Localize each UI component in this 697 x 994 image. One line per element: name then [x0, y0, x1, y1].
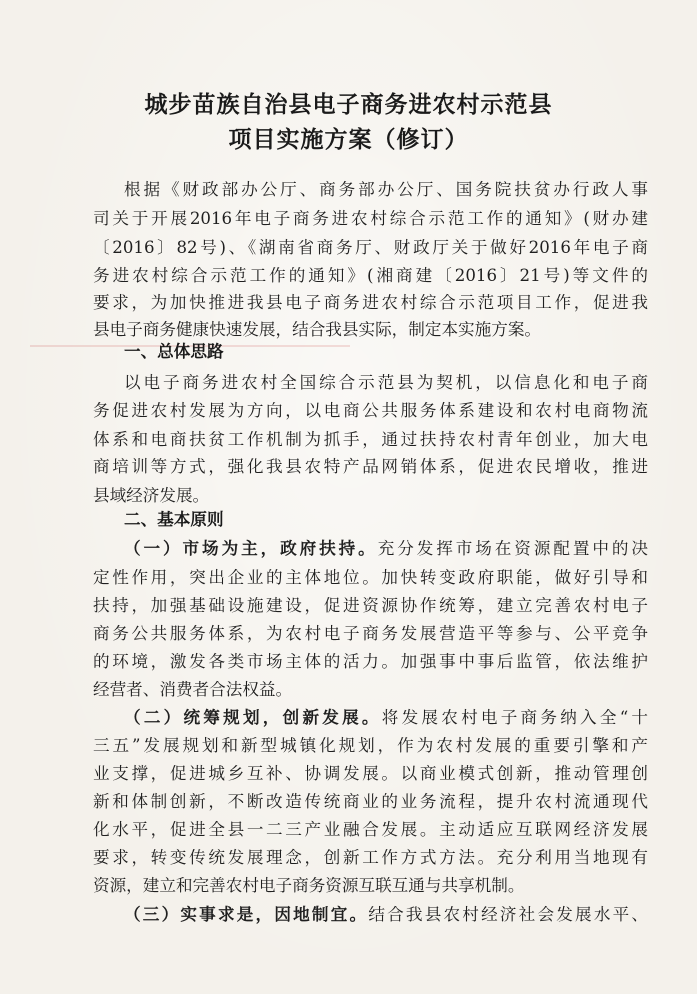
document-title-line-1: 城步苗族自治县电子商务进农村示范县: [144, 92, 553, 118]
principle3-first-line: [124, 903, 648, 927]
intro-line-2: 司关于开展2016年电子商务进农村综合示范工作的通知》(财办建: [93, 209, 648, 228]
principle2-line-5: 化水平，促进全县一二三产业融合发展。主动适应互联网经济发展: [93, 820, 648, 839]
intro-line-5: 要求，为加快推进我县电子商务进农村综合示范项目工作，促进我: [93, 293, 648, 312]
principle1-line-5: 的环境，激发各类市场主体的活力。加强事中事后监管，依法维护: [93, 652, 648, 671]
principle1-first-text: 充分发挥市场在资源配置中的决: [377, 539, 648, 558]
section1-line-2: 务促进农村发展为方向，以电商公共服务体系建设和农村电商物流: [93, 401, 648, 420]
principle1-line-2: 定性作用，突出企业的主体地位。加快转变政府职能，做好引导和: [93, 568, 648, 587]
principle2-first-text: 将发展农村电子商务纳入全“十: [381, 708, 649, 727]
principle2-line-2: 三五”发展规划和新型城镇化规划，作为农村发展的重要引擎和产: [93, 736, 648, 755]
section1-line-3: 体系和电商扶贫工作机制为抓手，通过扶持农村青年创业，加大电: [93, 430, 648, 449]
principle1-title: （一）市场为主，政府扶持。: [124, 539, 378, 558]
principle2-line-6: 要求，转变传统发展理念，创新工作方式方法。充分利用当地现有: [93, 848, 648, 867]
section1-line-5: 县域经济发展。: [93, 486, 210, 505]
principle3-first-text: 结合我县农村经济社会发展水平、: [368, 905, 649, 924]
principle2-line-7: 资源，建立和完善农村电子商务资源互联互通与共享机制。: [93, 876, 525, 895]
principle2-line-4: 新和体制创新，不断改造传统商业的业务流程，提升农村流通现代: [93, 792, 648, 811]
section-heading-basic-principles: 二、基本原则: [124, 510, 224, 529]
section1-line-1: 以电子商务进农村全国综合示范县为契机，以信息化和电子商: [124, 373, 648, 392]
principle2-line-3: 业支撑，促进城乡互补、协调发展。以商业模式创新，推动管理创: [93, 764, 648, 783]
section-heading-overall-approach: 一、总体思路: [124, 342, 224, 361]
principle1-line-4: 商务公共服务体系，为农村电子商务发展营造平等参与、公平竞争: [93, 624, 648, 643]
intro-line-1: 根据《财政部办公厅、商务部办公厅、国务院扶贫办行政人事: [124, 180, 648, 199]
section1-line-4: 商培训等方式，强化我县农特产品网销体系，促进农民增收，推进: [93, 457, 648, 476]
intro-line-6: 县电子商务健康快速发展，结合我县实际，制定本实施方案。: [93, 320, 542, 339]
principle1-first-line: [124, 537, 648, 561]
principle2-first-line: [124, 706, 648, 730]
principle1-line-6: 经营者、消费者合法权益。: [93, 680, 293, 699]
principle2-title: （二）统筹规划，创新发展。: [124, 708, 382, 727]
principle3-title: （三）实事求是，因地制宜。: [124, 905, 369, 924]
principle1-line-3: 扶持，加强基础设施建设，促进资源协作统筹，建立完善农村电子: [93, 596, 648, 615]
document-title-line-2: 项目实施方案（修订）: [228, 127, 469, 153]
intro-line-4: 务进农村综合示范工作的通知》(湘商建〔2016〕21号)等文件的: [93, 266, 648, 285]
intro-line-3: 〔2016〕82号)、《湖南省商务厅、财政厅关于做好2016年电子商: [93, 238, 648, 257]
